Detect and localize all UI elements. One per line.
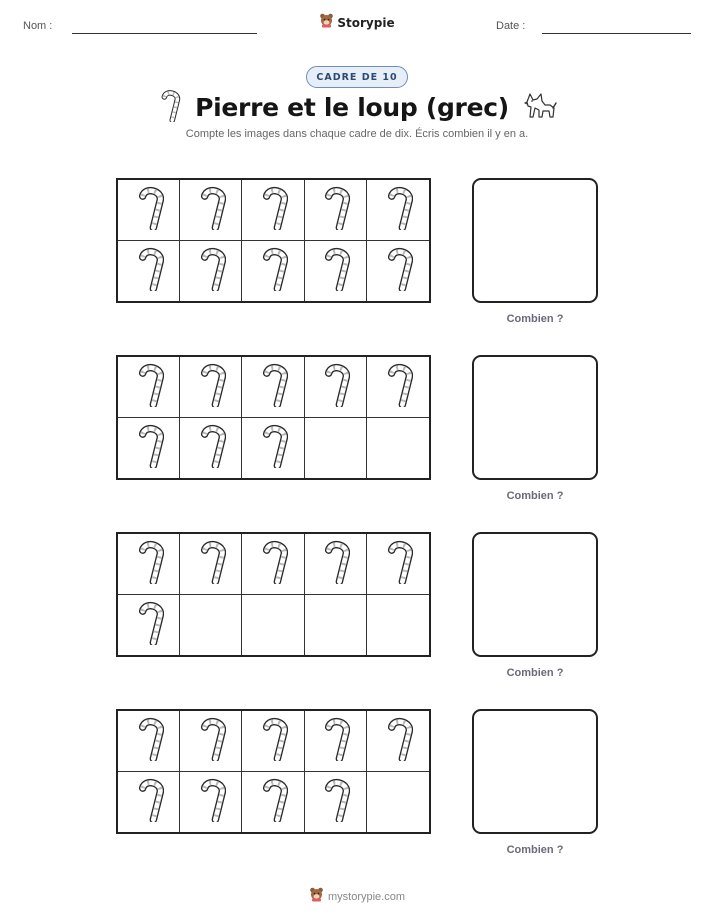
frame-cell — [118, 241, 180, 302]
answer-box[interactable] — [472, 709, 598, 834]
frame-cell — [367, 772, 429, 833]
worksheet-type-badge: CADRE DE 10 — [306, 66, 407, 88]
frame-cell — [242, 241, 304, 302]
frame-cell — [242, 595, 304, 656]
candy-cane-icon — [157, 88, 181, 127]
frame-cell — [180, 180, 242, 241]
frame-cell — [180, 595, 242, 656]
answer-prompt: Combien ? — [506, 313, 564, 325]
frame-cell — [118, 534, 180, 595]
frame-cell — [367, 241, 429, 302]
ten-frame — [116, 532, 431, 657]
frame-cell — [180, 711, 242, 772]
frame-cell — [242, 772, 304, 833]
frame-cell — [305, 711, 367, 772]
name-label: Nom : — [23, 20, 53, 32]
frame-cell — [367, 357, 429, 418]
candy-cane-icon — [320, 184, 350, 235]
frame-cell — [242, 180, 304, 241]
candy-cane-icon — [258, 361, 288, 412]
frame-cell — [367, 418, 429, 479]
bear-icon — [319, 12, 334, 33]
name-line[interactable] — [72, 33, 257, 34]
frame-cell — [367, 595, 429, 656]
candy-cane-icon — [258, 538, 288, 589]
answer-box[interactable] — [472, 355, 598, 480]
brand-logo — [0, 12, 714, 33]
candy-cane-icon — [320, 715, 350, 766]
candy-cane-icon — [196, 245, 226, 296]
footer — [0, 886, 714, 907]
answer-prompt: Combien ? — [506, 667, 564, 679]
frame-cell — [118, 357, 180, 418]
candy-cane-icon — [383, 184, 413, 235]
candy-cane-icon — [258, 776, 288, 827]
frame-cell — [180, 357, 242, 418]
candy-cane-icon — [258, 184, 288, 235]
candy-cane-icon — [320, 776, 350, 827]
frame-cell — [180, 772, 242, 833]
date-label: Date : — [496, 20, 526, 32]
candy-cane-icon — [196, 538, 226, 589]
candy-cane-icon — [383, 245, 413, 296]
date-line[interactable] — [542, 33, 691, 34]
candy-cane-icon — [320, 538, 350, 589]
frame-cell — [118, 418, 180, 479]
frame-cell — [367, 711, 429, 772]
candy-cane-icon — [383, 538, 413, 589]
candy-cane-icon — [134, 422, 164, 473]
candy-cane-icon — [196, 184, 226, 235]
answer-box[interactable] — [472, 532, 598, 657]
candy-cane-icon — [134, 715, 164, 766]
candy-cane-icon — [196, 361, 226, 412]
frame-cell — [305, 418, 367, 479]
frame-cell — [305, 534, 367, 595]
frame-cell — [305, 595, 367, 656]
candy-cane-icon — [134, 776, 164, 827]
candy-cane-icon — [258, 245, 288, 296]
wolf-icon — [523, 90, 557, 125]
answer-prompt: Combien ? — [506, 490, 564, 502]
candy-cane-icon — [383, 361, 413, 412]
frame-cell — [367, 180, 429, 241]
frame-cell — [242, 534, 304, 595]
ten-frame — [116, 178, 431, 303]
frame-cell — [305, 772, 367, 833]
answer-box[interactable] — [472, 178, 598, 303]
frame-cell — [180, 418, 242, 479]
candy-cane-icon — [383, 715, 413, 766]
ten-frame — [116, 355, 431, 480]
candy-cane-icon — [196, 776, 226, 827]
frame-cell — [242, 357, 304, 418]
footer-url: mystorypie.com — [327, 890, 406, 903]
page-title: Pierre et le loup (grec) — [195, 93, 509, 122]
frame-cell — [242, 418, 304, 479]
brand-name: Storypie — [337, 15, 395, 30]
candy-cane-icon — [196, 715, 226, 766]
frame-cell — [305, 241, 367, 302]
ten-frame — [116, 709, 431, 834]
frame-cell — [305, 357, 367, 418]
candy-cane-icon — [320, 361, 350, 412]
candy-cane-icon — [134, 245, 164, 296]
frame-cell — [118, 180, 180, 241]
candy-cane-icon — [134, 361, 164, 412]
candy-cane-icon — [258, 422, 288, 473]
frame-cell — [180, 534, 242, 595]
frame-cell — [118, 595, 180, 656]
candy-cane-icon — [134, 184, 164, 235]
frame-cell — [367, 534, 429, 595]
frame-cell — [118, 772, 180, 833]
candy-cane-icon — [134, 599, 164, 650]
frame-cell — [242, 711, 304, 772]
frame-cell — [180, 241, 242, 302]
bear-icon — [309, 886, 324, 907]
frame-cell — [118, 711, 180, 772]
candy-cane-icon — [320, 245, 350, 296]
candy-cane-icon — [258, 715, 288, 766]
candy-cane-icon — [196, 422, 226, 473]
instructions: Compte les images dans chaque cadre de dix. Écris combien il y en a. — [185, 128, 529, 140]
answer-prompt: Combien ? — [506, 844, 564, 856]
frame-cell — [305, 180, 367, 241]
candy-cane-icon — [134, 538, 164, 589]
